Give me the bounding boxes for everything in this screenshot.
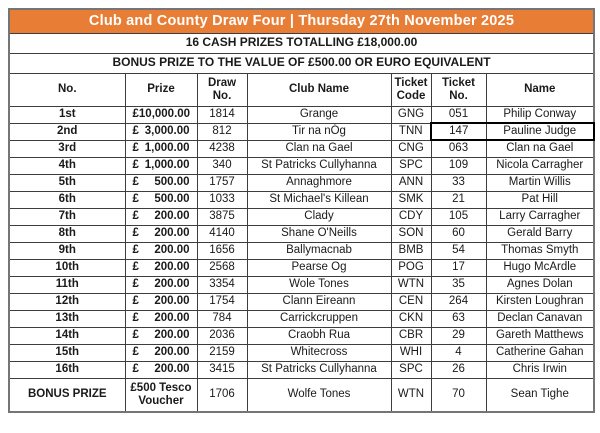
winner-name-cell: Martin Willis: [486, 174, 594, 191]
prize-cell: [125, 123, 197, 140]
prize-cell: [125, 174, 197, 191]
ticket-no-cell: 105: [431, 208, 486, 225]
rank-cell: 15th: [9, 344, 125, 361]
club-name-cell: Clady: [247, 208, 391, 225]
club-name-cell: Pearse Og: [247, 259, 391, 276]
ticket-no-cell: 60: [431, 225, 486, 242]
rank-cell: 12th: [9, 293, 125, 310]
winner-name-cell: Agnes Dolan: [486, 276, 594, 293]
prize-cell: [125, 106, 197, 123]
ticket-code-cell: CBR: [391, 327, 431, 344]
ticket-code-cell: CNG: [391, 140, 431, 157]
ticket-no-cell: 33: [431, 174, 486, 191]
currency-symbol: £: [132, 226, 139, 239]
prize-amount: 10,000.00: [138, 107, 191, 120]
ticket-no-cell: 54: [431, 242, 486, 259]
draw-no-cell: 3415: [197, 361, 247, 378]
prize-amount: 500.00: [154, 192, 190, 205]
draw-no-cell: 784: [197, 310, 247, 327]
rank-cell: 3rd: [9, 140, 125, 157]
winner-name-cell: Hugo McArdle: [486, 259, 594, 276]
currency-symbol: £: [132, 107, 139, 120]
prize-cell: [125, 344, 197, 361]
prize-amount: 1,000.00: [144, 141, 190, 154]
prize-cell: [125, 157, 197, 174]
ticket-code-cell: SMK: [391, 191, 431, 208]
winner-name-cell: Philip Conway: [486, 106, 594, 123]
column-header-rank: No.: [9, 73, 125, 106]
ticket-no-cell: 264: [431, 293, 486, 310]
rank-cell: 2nd: [9, 123, 125, 140]
ticket-no-cell: 147: [431, 123, 486, 140]
prize-cell: [125, 225, 197, 242]
column-header-name: Name: [486, 73, 594, 106]
ticket-no-cell: 63: [431, 310, 486, 327]
ticket-no-cell: 35: [431, 276, 486, 293]
ticket-no-cell: 063: [431, 140, 486, 157]
prize-row: [9, 276, 594, 293]
bonus-prize-row: [9, 378, 594, 412]
prize-amount: 200.00: [154, 345, 190, 358]
column-header-ticket-code: Ticket Code: [391, 73, 431, 106]
draw-table-body: [9, 106, 594, 412]
ticket-no-cell: 051: [431, 106, 486, 123]
prize-amount: 200.00: [154, 226, 190, 239]
prize-amount: 200.00: [154, 294, 190, 307]
draw-no-cell: 1754: [197, 293, 247, 310]
ticket-code-cell: SPC: [391, 157, 431, 174]
prize-amount: 1,000.00: [144, 158, 190, 171]
ticket-no-cell: 26: [431, 361, 486, 378]
currency-symbol: £: [132, 277, 139, 290]
ticket-code-cell: CKN: [391, 310, 431, 327]
prize-cell: [125, 140, 197, 157]
prize-row: [9, 174, 594, 191]
prize-cell: £500 Tesco Voucher: [125, 378, 197, 412]
title-row: [9, 9, 594, 33]
ticket-code-cell: GNG: [391, 106, 431, 123]
rank-cell: 11th: [9, 276, 125, 293]
prize-amount: 3,000.00: [144, 124, 190, 137]
club-name-cell: St Patricks Cullyhanna: [247, 361, 391, 378]
rank-cell: 5th: [9, 174, 125, 191]
draw-no-cell: 3354: [197, 276, 247, 293]
column-header-ticket-no: Ticket No.: [431, 73, 486, 106]
club-name-cell: Craobh Rua: [247, 327, 391, 344]
rank-cell: 14th: [9, 327, 125, 344]
rank-cell: 1st: [9, 106, 125, 123]
prize-row: [9, 157, 594, 174]
ticket-no-cell: 109: [431, 157, 486, 174]
prize-row: [9, 225, 594, 242]
prize-row: [9, 361, 594, 378]
prize-cell: [125, 208, 197, 225]
ticket-code-cell: POG: [391, 259, 431, 276]
bonus-prize-banner-row: [9, 53, 594, 73]
prize-cell: [125, 276, 197, 293]
draw-results-table: [8, 8, 595, 413]
ticket-code-cell: WHI: [391, 344, 431, 361]
winner-name-cell: Catherine Gahan: [486, 344, 594, 361]
cash-prizes-banner-row: [9, 33, 594, 53]
ticket-code-cell: BMB: [391, 242, 431, 259]
winner-name-cell: Declan Canavan: [486, 310, 594, 327]
rank-cell: 7th: [9, 208, 125, 225]
winner-name-cell: Pat Hill: [486, 191, 594, 208]
club-name-cell: Wolfe Tones: [247, 378, 391, 412]
prize-row: [9, 106, 594, 123]
currency-symbol: £: [132, 192, 139, 205]
club-name-cell: St Michael's Killean: [247, 191, 391, 208]
prize-amount: 200.00: [154, 362, 190, 375]
winner-name-cell: Pauline Judge: [486, 123, 594, 140]
currency-symbol: £: [132, 362, 139, 375]
prize-row: [9, 259, 594, 276]
currency-symbol: £: [132, 175, 139, 188]
column-header-row: [9, 73, 594, 106]
draw-no-cell: 812: [197, 123, 247, 140]
ticket-no-cell: 21: [431, 191, 486, 208]
club-name-cell: Annaghmore: [247, 174, 391, 191]
winner-name-cell: Thomas Smyth: [486, 242, 594, 259]
column-header-prize: Prize: [125, 73, 197, 106]
ticket-code-cell: WTN: [391, 378, 431, 412]
club-name-cell: Grange: [247, 106, 391, 123]
club-name-cell: St Patricks Cullyhanna: [247, 157, 391, 174]
club-name-cell: Clann Eireann: [247, 293, 391, 310]
prize-cell: [125, 293, 197, 310]
column-header-draw-no: Draw No.: [197, 73, 247, 106]
rank-cell: 16th: [9, 361, 125, 378]
draw-no-cell: 340: [197, 157, 247, 174]
winner-name-cell: Sean Tighe: [486, 378, 594, 412]
winner-name-cell: Nicola Carragher: [486, 157, 594, 174]
club-name-cell: Ballymacnab: [247, 242, 391, 259]
winner-name-cell: Gerald Barry: [486, 225, 594, 242]
ticket-code-cell: SPC: [391, 361, 431, 378]
club-name-cell: Wole Tones: [247, 276, 391, 293]
club-name-cell: Whitecross: [247, 344, 391, 361]
ticket-code-cell: ANN: [391, 174, 431, 191]
prize-cell: [125, 361, 197, 378]
winner-name-cell: Larry Carragher: [486, 208, 594, 225]
winner-name-cell: Clan na Gael: [486, 140, 594, 157]
draw-no-cell: 2036: [197, 327, 247, 344]
ticket-no-cell: 4: [431, 344, 486, 361]
prize-row: [9, 327, 594, 344]
prize-row: [9, 293, 594, 310]
prize-row: [9, 242, 594, 259]
prize-cell: [125, 327, 197, 344]
ticket-no-cell: 70: [431, 378, 486, 412]
prize-cell: [125, 310, 197, 327]
ticket-code-cell: CDY: [391, 208, 431, 225]
cash-prizes-banner: 16 CASH PRIZES TOTALLING £18,000.00: [9, 33, 594, 53]
rank-cell: 4th: [9, 157, 125, 174]
draw-no-cell: 1706: [197, 378, 247, 412]
rank-cell: 6th: [9, 191, 125, 208]
rank-cell: BONUS PRIZE: [9, 378, 125, 412]
rank-cell: 10th: [9, 259, 125, 276]
currency-symbol: £: [132, 158, 139, 171]
winner-name-cell: Kirsten Loughran: [486, 293, 594, 310]
prize-row: [9, 208, 594, 225]
rank-cell: 9th: [9, 242, 125, 259]
bonus-prize-banner: BONUS PRIZE TO THE VALUE OF £500.00 OR EURO EQUIVALENT: [9, 53, 594, 73]
prize-row: [9, 140, 594, 157]
currency-symbol: £: [132, 243, 139, 256]
currency-symbol: £: [132, 141, 139, 154]
club-name-cell: Tir na nÓg: [247, 123, 391, 140]
prize-amount: 500.00: [154, 175, 190, 188]
club-name-cell: Shane O'Neills: [247, 225, 391, 242]
prize-row: [9, 310, 594, 327]
prize-row: [9, 344, 594, 361]
draw-no-cell: 2159: [197, 344, 247, 361]
rank-cell: 8th: [9, 225, 125, 242]
ticket-code-cell: SON: [391, 225, 431, 242]
ticket-code-cell: WTN: [391, 276, 431, 293]
ticket-no-cell: 17: [431, 259, 486, 276]
prize-row: [9, 191, 594, 208]
winner-name-cell: Chris Irwin: [486, 361, 594, 378]
prize-amount: 200.00: [154, 328, 190, 341]
currency-symbol: £: [132, 311, 139, 324]
draw-no-cell: 1656: [197, 242, 247, 259]
page-title: Club and County Draw Four | Thursday 27th November 2025: [9, 9, 594, 33]
currency-symbol: £: [132, 209, 139, 222]
ticket-code-cell: CEN: [391, 293, 431, 310]
currency-symbol: £: [132, 124, 139, 137]
winner-name-cell: Gareth Matthews: [486, 327, 594, 344]
currency-symbol: £: [132, 260, 139, 273]
ticket-code-cell: TNN: [391, 123, 431, 140]
column-header-club-name: Club Name: [247, 73, 391, 106]
draw-no-cell: 4140: [197, 225, 247, 242]
prize-amount: 200.00: [154, 209, 190, 222]
prize-cell: [125, 242, 197, 259]
ticket-no-cell: 29: [431, 327, 486, 344]
club-name-cell: Carrickcruppen: [247, 310, 391, 327]
draw-no-cell: 1814: [197, 106, 247, 123]
currency-symbol: £: [132, 345, 139, 358]
prize-cell: [125, 191, 197, 208]
draw-no-cell: 1757: [197, 174, 247, 191]
club-name-cell: Clan na Gael: [247, 140, 391, 157]
prize-amount: 200.00: [154, 311, 190, 324]
rank-cell: 13th: [9, 310, 125, 327]
draw-no-cell: 4238: [197, 140, 247, 157]
prize-amount: 200.00: [154, 260, 190, 273]
draw-no-cell: 3875: [197, 208, 247, 225]
prize-amount: 200.00: [154, 277, 190, 290]
currency-symbol: £: [132, 328, 139, 341]
prize-row: [9, 123, 594, 140]
draw-no-cell: 2568: [197, 259, 247, 276]
draw-no-cell: 1033: [197, 191, 247, 208]
prize-cell: [125, 259, 197, 276]
currency-symbol: £: [132, 294, 139, 307]
prize-amount: 200.00: [154, 243, 190, 256]
